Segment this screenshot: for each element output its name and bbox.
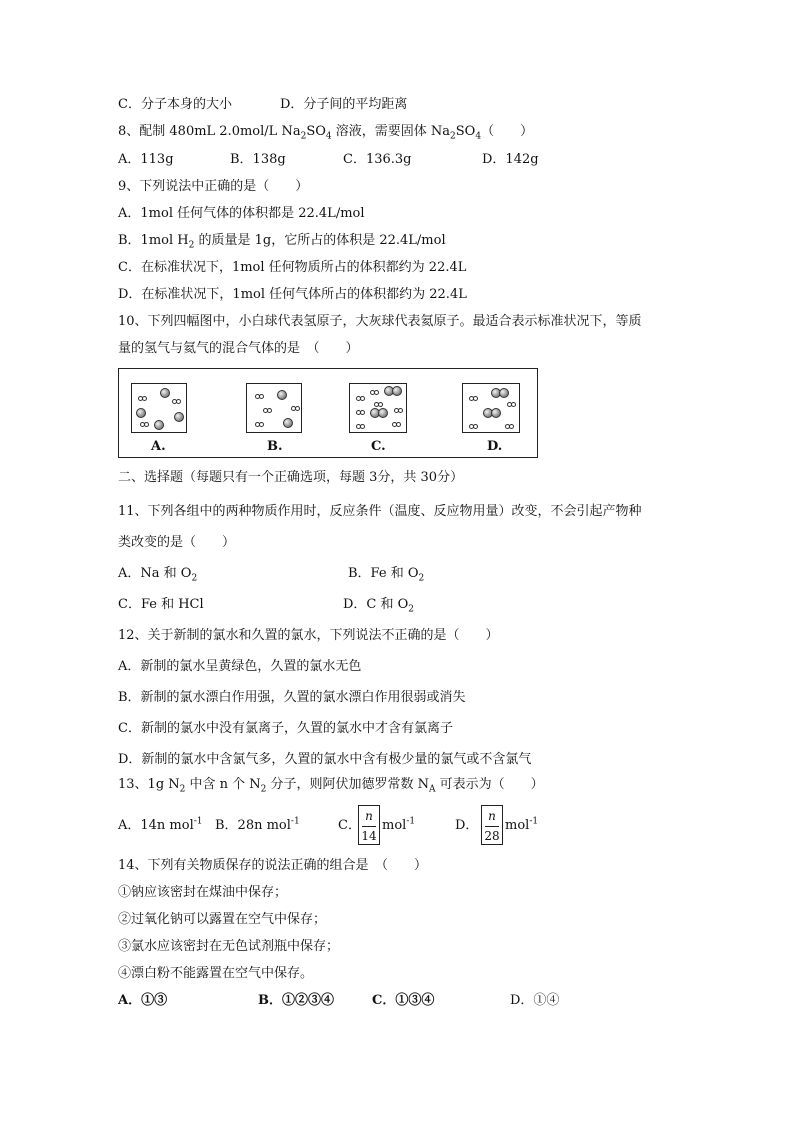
h2-molecule <box>394 408 404 413</box>
q10-stem-line2: 量的氢气与氦气的混合气体的是 （ ） <box>118 341 359 356</box>
h2-molecule <box>505 424 515 429</box>
q9-option-d: D．在标准状况下，1mol 任何气体所占的体积都约为 22.4L <box>118 287 467 302</box>
he-atom <box>136 408 146 418</box>
q14-item-4: ④漂白粉不能露置在空气中保存。 <box>118 966 314 981</box>
he-atom <box>392 386 402 396</box>
h2-molecule <box>507 402 517 407</box>
q11-option-b: B．Fe 和 $O_2$ <box>348 566 425 584</box>
h2-molecule <box>255 394 265 399</box>
h2-molecule <box>172 399 182 404</box>
h2-molecule <box>291 406 301 411</box>
q13-option-c-unit: mol$^{-1}$ <box>382 816 416 833</box>
panel-c-label: C. <box>371 439 386 454</box>
q14-item-2: ②过氧化钠可以露置在空气中保存； <box>118 912 327 927</box>
h2-molecule <box>356 396 366 401</box>
h2-molecule <box>370 390 380 395</box>
q9-option-c: C．在标准状况下，1mol 任何物质所占的体积都约为 22.4L <box>118 260 467 275</box>
q12-option-a: A．新制的氯水呈黄绿色，久置的氯水无色 <box>118 659 362 674</box>
q13-option-a: A．14n mol$^{-1}$ <box>118 816 203 833</box>
he-atom <box>499 388 509 398</box>
q14-option-c: C．①③④ <box>372 993 435 1008</box>
he-atom <box>154 420 164 430</box>
q8-option-a: A．113g <box>118 152 174 167</box>
h2-molecule <box>392 422 402 427</box>
he-atom <box>378 408 388 418</box>
q9-option-b: B．1mol $H_2$ 的质量是 1g，它所占的体积是 22.4L/mol <box>118 233 446 251</box>
h2-molecule <box>356 424 366 429</box>
q13-option-d-label: D． <box>455 818 479 833</box>
q13-stem: 13、1g $N_2$ 中含 n 个 $N_2$ 分子，则阿伏加德罗常数 $N_A$ 可表示为（ ） <box>118 777 544 795</box>
h2-molecule <box>255 422 265 427</box>
he-atom <box>160 388 170 398</box>
panel-c <box>349 383 407 433</box>
h2-molecule <box>469 396 479 401</box>
q13-option-c-fraction: n 14 <box>358 805 380 845</box>
panel-b-label: B. <box>267 439 283 454</box>
q7-option-c: C．分子本身的大小 <box>118 97 232 112</box>
he-atom <box>283 418 293 428</box>
panel-d-label: D. <box>487 439 503 454</box>
q9-option-a: A．1mol 任何气体的体积都是 22.4L/mol <box>118 206 365 221</box>
h2-molecule <box>356 410 366 415</box>
q9-stem: 9、下列说法中正确的是（ ） <box>118 179 309 194</box>
q14-option-a: A．①③ <box>118 993 168 1008</box>
q8-option-d: D．142g <box>482 152 539 167</box>
q12-option-b: B．新制的氯水漂白作用强，久置的氯水漂白作用很弱或消失 <box>118 690 466 705</box>
q13-option-c-label: C． <box>338 818 361 833</box>
q12-option-c: C．新制的氯水中没有氯离子，久置的氯水中才含有氯离子 <box>118 721 453 736</box>
q14-option-d: D．①④ <box>510 993 560 1008</box>
q14-option-b: B．①②③④ <box>258 993 334 1008</box>
q13-option-b: B．28n mol$^{-1}$ <box>215 816 300 833</box>
q14-item-3: ③氯水应该密封在无色试剂瓶中保存； <box>118 939 340 954</box>
q10-figure <box>118 368 538 458</box>
panel-d <box>462 383 520 433</box>
q13-option-d-unit: mol$^{-1}$ <box>505 816 539 833</box>
panel-a <box>131 383 187 433</box>
he-atom <box>277 390 287 400</box>
q7-options-row <box>118 97 232 113</box>
h2-molecule <box>140 422 150 427</box>
h2-molecule <box>374 402 384 407</box>
panel-a-label: A. <box>151 439 166 454</box>
q8-option-c: C．136.3g <box>343 152 412 167</box>
section-2-heading: 二、选择题（每题只有一个正确选项，每题 3分，共 30分） <box>118 470 464 485</box>
he-atom <box>174 412 184 422</box>
q12-stem: 12、关于新制的氯水和久置的氯水，下列说法不正确的是（ ） <box>118 628 499 643</box>
q12-option-d: D．新制的氯水中含氯气多，久置的氯水中含有极少量的氯气或不含氯气 <box>118 752 532 767</box>
q8-option-b: B．138g <box>230 152 286 167</box>
q11-option-a: A．Na 和 $O_2$ <box>118 566 198 584</box>
q11-option-c: C．Fe 和 HCl <box>118 597 204 612</box>
q14-item-1: ①钠应该密封在煤油中保存； <box>118 885 288 900</box>
he-atom <box>491 408 501 418</box>
panel-b <box>246 383 302 433</box>
q14-stem: 14、下列有关物质保存的说法正确的组合是 （ ） <box>118 858 428 873</box>
h2-molecule <box>469 424 479 429</box>
q11-stem-line1: 11、下列各组中的两种物质作用时，反应条件（温度、反应物用量）改变，不会引起产物种 <box>118 504 642 519</box>
q11-stem-line2: 类改变的是（ ） <box>118 535 236 550</box>
q13-option-d-fraction: n 28 <box>481 805 503 845</box>
q10-stem-line1: 10、下列四幅图中，小白球代表氢原子，大灰球代表氦原子。最适合表示标准状况下，等质 <box>118 314 642 329</box>
h2-molecule <box>263 408 273 413</box>
q11-option-d: D．C 和 $O_2$ <box>343 597 415 615</box>
q7-option-d: D．分子间的平均距离 <box>280 97 408 112</box>
h2-molecule <box>138 396 148 401</box>
q8-stem: 8、配制 480mL 2.0mol/L $Na_2SO_4$ 溶液，需要固体 $Na_2SO_4$（ ） <box>118 124 534 142</box>
